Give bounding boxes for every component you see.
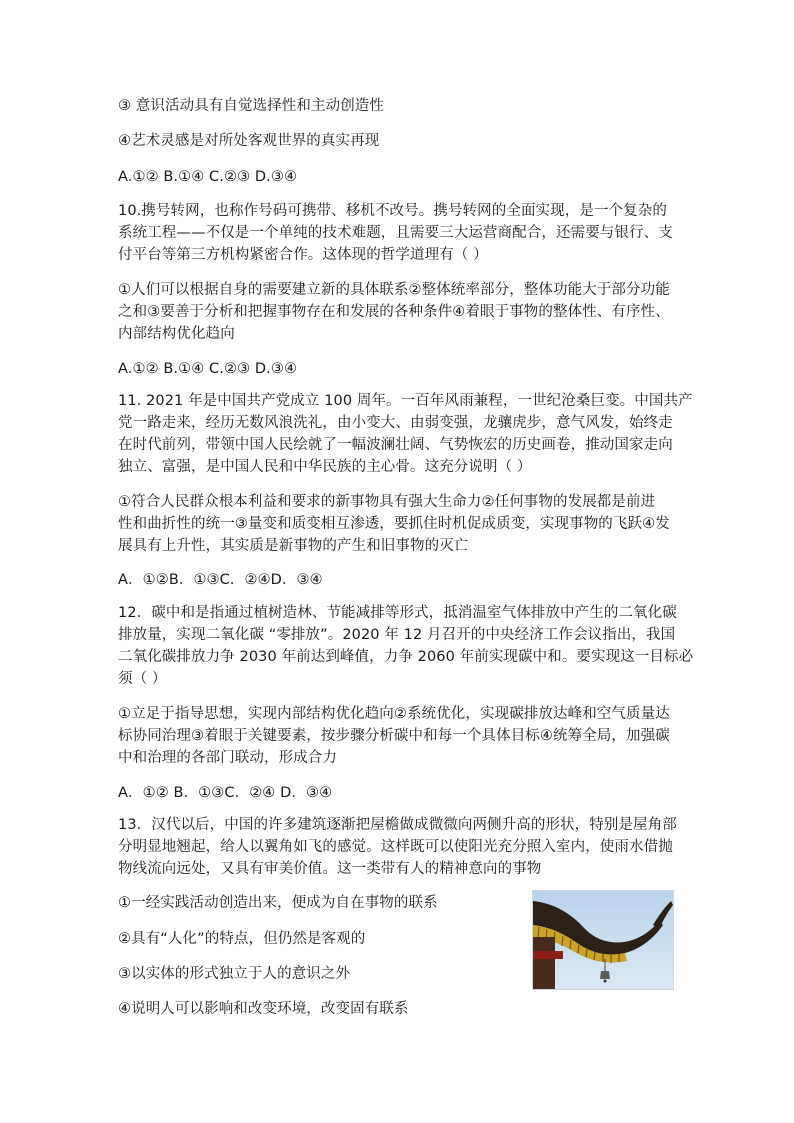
- q10-stem-line: 付平台等第三方机构紧密合作。这体现的哲学道理有（ ）: [118, 247, 488, 263]
- q9-option-3: ③ 意识活动具有自觉选择性和主动创造性: [118, 98, 385, 114]
- q10-choices: A.①② B.①④ C.②③ D.③④: [118, 361, 298, 377]
- q12-options-line: 中和治理的各部门联动，形成合力: [118, 750, 337, 766]
- q12-stem-line: 排放量，实现二氧化碳 “零排放”。2020 年 12 月召开的中央经济工作会议指出，我国: [118, 627, 676, 643]
- q13-stem-line: 物线流向远处，又具有审美价值。这一类带有人的精神意向的事物: [118, 861, 542, 877]
- q12-stem-line: 12．碳中和是指通过植树造林、节能减排等形式，抵消温室气体排放中产生的二氧化碳: [118, 605, 677, 621]
- q10-stem-line: 10.携号转网，也称作号码可携带、移机不改号。携号转网的全面实现，是一个复杂的: [118, 203, 667, 219]
- q10-stem-line: 系统工程——不仅是一个单纯的技术难题，且需要三大运营商配合，还需要与银行、支: [118, 225, 673, 241]
- q12-choices: A．①② B．①③C．②④ D．③④: [118, 785, 333, 801]
- q10-options-line: 之和③要善于分析和把握事物存在和发展的各种条件④着眼于事物的整体性、有序性、: [118, 304, 670, 320]
- q13-stem-line: 分明显地翘起，给人以翼角如飞的感觉。这样既可以使阳光充分照入室内，使雨水借抛: [118, 839, 673, 855]
- q11-stem-line: 党一路走来，经历无数风浪洗礼，由小变大、由弱变强，龙骧虎步，意气风发，始终走: [118, 415, 673, 431]
- q12-stem-line: 须（ ）: [118, 671, 167, 687]
- q13-option: ④说明人可以影响和改变环境，改变固有联系: [118, 1001, 409, 1017]
- q11-stem-line: 11. 2021 年是中国共产党成立 100 周年。一百年风雨兼程，一世纪沧桑巨变。中国共产: [118, 393, 693, 409]
- q11-choices: A．①②B．①③C．②④D．③④: [118, 572, 323, 588]
- upturned-eave-image: [533, 891, 673, 989]
- q11-options-line: ①符合人民群众根本利益和要求的新事物具有强大生命力②任何事物的发展都是前进: [118, 494, 656, 510]
- q9-choices: A.①② B.①④ C.②③ D.③④: [118, 169, 298, 185]
- q10-options-line: ①人们可以根据自身的需要建立新的具体联系②整体统率部分，整体功能大于部分功能: [118, 282, 670, 298]
- q11-options-line: 性和曲折性的统一③量变和质变相互渗透，要抓住时机促成质变，实现事物的飞跃④发: [118, 516, 670, 532]
- q13-option: ①一经实践活动创造出来，便成为自在事物的联系: [118, 895, 438, 911]
- q13-stem-line: 13．汉代以后，中国的许多建筑逐渐把屋檐做成微微向两侧升高的形状，特别是屋角部: [118, 817, 677, 833]
- q13-option: ②具有“人化”的特点，但仍然是客观的: [118, 931, 366, 947]
- q11-stem-line: 独立、富强，是中国人民和中华民族的主心骨。这充分说明（ ）: [118, 459, 532, 475]
- eave-photo: [532, 890, 674, 990]
- q13-option: ③以实体的形式独立于人的意识之外: [118, 966, 351, 982]
- q11-stem-line: 在时代前列，带领中国人民绘就了一幅波澜壮阔、气势恢宏的历史画卷，推动国家走向: [118, 437, 673, 453]
- q12-options-line: 标协同治理③着眼于关键要素，按步骤分析碳中和每一个具体目标④统筹全局，加强碳: [118, 728, 670, 744]
- q12-stem-line: 二氧化碳排放力争 2030 年前达到峰值，力争 2060 年前实现碳中和。要实现这一目标必: [118, 649, 694, 665]
- q9-option-4: ④艺术灵感是对所处客观世界的真实再现: [118, 133, 380, 149]
- q12-options-line: ①立足于指导思想，实现内部结构优化趋向②系统优化，实现碳排放达峰和空气质量达: [118, 706, 670, 722]
- q11-options-line: 展具有上升性，其实质是新事物的产生和旧事物的灭亡: [118, 538, 469, 554]
- q10-options-line: 内部结构优化趋向: [118, 326, 235, 342]
